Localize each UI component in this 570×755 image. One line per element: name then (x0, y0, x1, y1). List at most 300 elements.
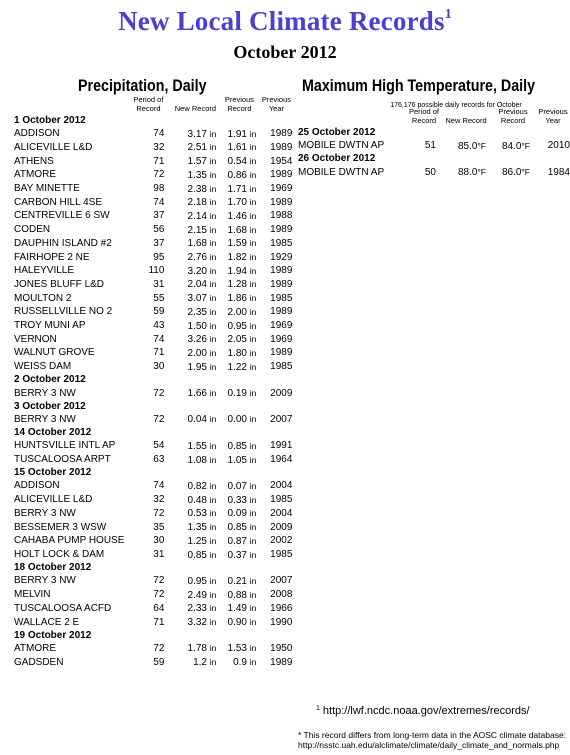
precip-previous-record (218, 507, 260, 521)
precip-unit: in (209, 361, 217, 372)
precip-period-of-record: 74 (153, 480, 165, 492)
precip-unit: in (209, 320, 217, 331)
maxtemp-heading: Maximum High Temperature, Daily (302, 76, 536, 95)
precip-previous-year: 1989 (270, 278, 293, 290)
precip-unit: in (249, 238, 257, 249)
precip-previous-year: 1969 (270, 320, 293, 332)
precip-new-record (172, 480, 218, 494)
maxtemp-table (298, 108, 570, 180)
precip-new-record (172, 454, 218, 468)
precip-date-label: 15 October 2012 (14, 467, 92, 479)
maxtemp-col-year: Previous Year (538, 107, 568, 125)
maxtemp-record-row (298, 166, 570, 180)
precip-unit: in (209, 522, 217, 533)
precip-previous-record (218, 333, 260, 347)
precip-previous-year: 1988 (270, 210, 293, 222)
precip-period-of-record: 30 (153, 535, 165, 547)
precip-period-of-record: 72 (153, 642, 165, 654)
title-footnote-mark: 1 (444, 7, 452, 22)
precip-date-row (14, 467, 292, 480)
precip-period-of-record: 31 (153, 278, 165, 290)
precip-previous-record (218, 387, 260, 401)
precip-station-name: BERRY 3 NW (14, 575, 76, 587)
precip-new-record (172, 155, 218, 169)
precip-record-row (14, 141, 292, 155)
precip-unit: in (249, 361, 257, 372)
maxtemp-date-row (298, 127, 570, 140)
precip-previous-year: 1989 (270, 128, 293, 140)
precip-record-row (14, 361, 292, 375)
precip-previous-year: 1950 (270, 642, 293, 654)
precip-previous-year: 2002 (270, 535, 293, 547)
precip-previous-year: 2004 (270, 480, 293, 492)
precip-unit: in (209, 643, 217, 654)
precip-new-record-value: 0.04 (187, 414, 207, 426)
maxtemp-date-row (298, 153, 570, 166)
precip-period-of-record: 37 (153, 210, 165, 222)
precip-period-of-record: 54 (153, 440, 165, 452)
precip-unit: in (249, 575, 257, 586)
precip-period-of-record: 72 (153, 387, 165, 399)
precip-unit: in (209, 508, 217, 519)
precip-new-record-value: 0.82 (187, 480, 207, 492)
footnote-source-link[interactable]: http://lwf.ncdc.noaa.gov/extremes/records/ (322, 705, 530, 717)
precip-new-record-value: 2.04 (187, 279, 207, 291)
precip-record-row (14, 292, 292, 306)
precip-new-record (172, 333, 218, 347)
precip-record-row (14, 549, 292, 563)
precip-period-of-record: 43 (153, 320, 165, 332)
precip-new-record (172, 413, 218, 427)
precip-new-record-value: 1.08 (187, 454, 207, 466)
precip-unit: in (249, 440, 257, 451)
precip-unit: in (249, 128, 257, 139)
precip-new-record (172, 141, 218, 155)
precip-new-record-value: 1.50 (187, 320, 207, 332)
precip-station-name: BERRY 3 NW (14, 507, 76, 519)
precip-previous-record-value: 0.00 (227, 414, 247, 426)
precip-station-name: CAHABA PUMP HOUSE (14, 535, 125, 547)
maxtemp-previous-year: 2010 (547, 140, 570, 152)
precip-unit: in (209, 183, 217, 194)
precip-new-record-value: 2.00 (187, 347, 207, 359)
precip-previous-year: 1966 (270, 602, 293, 614)
precip-new-record-value: 3.17 (187, 128, 207, 140)
precip-period-of-record: 110 (148, 265, 165, 277)
precip-new-record-value: 0.85 (187, 549, 207, 561)
precip-unit: in (249, 306, 257, 317)
precip-station-name: WEISS DAM (14, 361, 72, 373)
precip-unit: in (209, 265, 217, 276)
precip-station-name: MELVIN (14, 589, 51, 601)
precip-previous-year: 1990 (270, 616, 293, 628)
precip-new-record-value: 1.35 (187, 169, 207, 181)
precip-previous-record-value: 0.54 (227, 156, 247, 168)
precip-previous-year: 2009 (270, 521, 293, 533)
precip-unit: in (209, 603, 217, 614)
precip-previous-record-value: 1.68 (227, 224, 247, 236)
precip-period-of-record: 72 (153, 413, 165, 425)
precip-unit: in (249, 535, 257, 546)
precip-record-row (14, 535, 292, 549)
precip-previous-year: 1969 (270, 333, 293, 345)
precip-previous-record (218, 237, 260, 251)
precip-previous-year: 2007 (270, 575, 293, 587)
precip-previous-year: 1985 (270, 237, 293, 249)
precip-date-label: 18 October 2012 (14, 562, 92, 574)
precip-unit: in (249, 334, 257, 345)
precip-previous-record-value: 1.80 (227, 347, 247, 359)
precip-previous-record (218, 361, 260, 375)
precip-unit: in (209, 589, 217, 600)
maxtemp-date-label: 26 October 2012 (298, 153, 376, 165)
precip-previous-record (218, 413, 260, 427)
maxtemp-unit: °F (477, 167, 486, 178)
precip-new-record-value: 0.95 (187, 575, 207, 587)
precip-unit: in (209, 549, 217, 560)
precip-unit: in (249, 347, 257, 358)
precip-unit: in (209, 657, 217, 668)
precip-new-record-value: 2.33 (187, 603, 207, 615)
precip-new-record (172, 196, 218, 210)
precip-previous-record (218, 251, 260, 265)
precip-new-record (172, 642, 218, 656)
precip-previous-record (218, 347, 260, 361)
precip-new-record (172, 347, 218, 361)
precip-station-name: BESSEMER 3 WSW (14, 521, 107, 533)
precip-new-record (172, 602, 218, 616)
precip-period-of-record: 37 (153, 237, 165, 249)
precip-previous-record (218, 494, 260, 508)
precip-new-record-value: 1.35 (187, 522, 207, 534)
precip-new-record-value: 1.78 (187, 643, 207, 655)
precip-previous-record (218, 454, 260, 468)
precip-record-row (14, 575, 292, 589)
precip-period-of-record: 71 (153, 155, 165, 167)
precip-period-of-record: 71 (153, 616, 165, 628)
precip-station-name: ATMORE (14, 169, 57, 181)
precip-new-record-value: 1.66 (187, 388, 207, 400)
precip-record-row (14, 155, 292, 169)
precip-previous-year: 1989 (270, 141, 293, 153)
precip-previous-year: 1989 (270, 265, 293, 277)
precip-record-row (14, 494, 292, 508)
precip-unit: in (249, 617, 257, 628)
precip-previous-record (218, 440, 260, 454)
maxtemp-previous-record-value: 86.0 (501, 167, 522, 179)
maxtemp-new-record-value: 85.0 (457, 140, 478, 152)
precip-unit: in (249, 279, 257, 290)
precip-previous-record (218, 210, 260, 224)
precip-unit: in (249, 142, 257, 153)
footnote-mark: 1 (316, 705, 320, 712)
precip-new-record (172, 237, 218, 251)
precip-unit: in (249, 293, 257, 304)
precip-record-row (14, 480, 292, 494)
precip-previous-year: 1929 (270, 251, 293, 263)
precip-previous-record-value: 0.85 (227, 522, 247, 534)
precip-new-record (172, 278, 218, 292)
precip-station-name: ALICEVILLE L&D (14, 141, 93, 153)
precip-station-name: MOULTON 2 (14, 292, 72, 304)
precip-unit: in (209, 480, 217, 491)
precip-previous-year: 1985 (270, 494, 293, 506)
precip-period-of-record: 64 (153, 602, 165, 614)
precip-station-name: ADDISON (14, 128, 60, 140)
precip-previous-record (218, 521, 260, 535)
precip-previous-year: 1989 (270, 224, 293, 236)
precip-previous-year: 1989 (270, 347, 293, 359)
precip-station-name: GADSDEN (14, 656, 64, 668)
precip-header-row (14, 96, 292, 115)
precip-previous-year: 2009 (270, 387, 293, 399)
maxtemp-unit: °F (477, 140, 486, 151)
precip-unit: in (209, 494, 217, 505)
maxtemp-previous-year: 1984 (547, 166, 570, 178)
maxtemp-date-label: 25 October 2012 (298, 127, 376, 138)
precip-period-of-record: 30 (153, 361, 165, 373)
precip-previous-record (218, 141, 260, 155)
precip-station-name: ATHENS (14, 155, 54, 167)
precip-unit: in (209, 128, 217, 139)
precip-unit: in (209, 238, 217, 249)
precip-unit: in (249, 265, 257, 276)
precip-new-record-value: 1.95 (187, 361, 207, 373)
precip-unit: in (209, 210, 217, 221)
precip-station-name: BAY MINETTE (14, 183, 80, 195)
precip-record-row (14, 440, 292, 454)
maxtemp-period-of-record: 51 (424, 140, 436, 152)
precip-previous-year: 1989 (270, 656, 293, 668)
precip-unit: in (249, 388, 257, 399)
precip-new-record-value: 2.14 (187, 210, 207, 222)
precip-new-record (172, 183, 218, 197)
precip-unit: in (249, 643, 257, 654)
precip-unit: in (209, 454, 217, 465)
precip-previous-record (218, 306, 260, 320)
maxtemp-record-row (298, 140, 570, 154)
precip-previous-year: 1989 (270, 196, 293, 208)
precip-record-row (14, 251, 292, 265)
precip-previous-record (218, 196, 260, 210)
precip-new-record-value: 3.32 (187, 617, 207, 629)
maxtemp-new-record (442, 140, 490, 154)
footnote-source (316, 705, 530, 717)
precip-new-record (172, 128, 218, 142)
precip-previous-record-value: 1.22 (227, 361, 247, 373)
precip-new-record (172, 210, 218, 224)
precip-station-name: HUNTSVILLE INTL AP (14, 440, 116, 452)
precip-station-name: BERRY 3 NW (14, 413, 76, 425)
maxtemp-unit: °F (521, 167, 530, 178)
precip-previous-record-value: 1.49 (227, 603, 247, 615)
precip-new-record (172, 549, 218, 563)
precip-previous-record-value: 1.59 (227, 238, 247, 250)
precip-previous-record (218, 616, 260, 630)
precip-unit: in (209, 388, 217, 399)
maxtemp-col-period: Period of Record (408, 107, 440, 125)
precip-unit: in (249, 224, 257, 235)
precip-period-of-record: 59 (153, 306, 165, 318)
precip-col-period: Period of Record (133, 95, 164, 113)
precip-station-name: CENTREVILLE 6 SW (14, 210, 110, 222)
precip-previous-record-value: 1.05 (227, 454, 247, 466)
precip-new-record-value: 3.07 (187, 293, 207, 305)
precip-station-name: ADDISON (14, 480, 60, 492)
precip-period-of-record: 72 (153, 575, 165, 587)
footnote-disclaimer (298, 730, 566, 750)
precip-previous-record (218, 575, 260, 589)
precip-unit: in (249, 522, 257, 533)
precip-unit: in (209, 293, 217, 304)
footnote-disclaimer-text: * This record differs from long-term data in the AOSC climate database: (298, 730, 567, 740)
precip-previous-year: 1989 (270, 169, 293, 181)
precip-station-name: HALEYVILLE (14, 265, 75, 277)
precip-unit: in (209, 617, 217, 628)
precip-station-name: WALNUT GROVE (14, 347, 95, 359)
precip-station-name: ATMORE (14, 642, 57, 654)
precip-new-record-value: 1.57 (187, 156, 207, 168)
precip-date-label: 19 October 2012 (14, 629, 92, 641)
precip-previous-year: 2004 (270, 507, 293, 519)
precip-previous-record (218, 320, 260, 334)
precip-previous-record-value: 0.85 (227, 440, 247, 452)
maxtemp-previous-record (490, 140, 536, 154)
precip-date-label: 1 October 2012 (14, 115, 86, 126)
precip-station-name: RUSSELLVILLE NO 2 (14, 306, 113, 318)
precip-new-record (172, 656, 218, 670)
precip-new-record-value: 0.53 (187, 508, 207, 520)
precip-heading: Precipitation, Daily (78, 76, 207, 95)
precip-previous-record (218, 278, 260, 292)
precip-period-of-record: 72 (153, 589, 165, 601)
page-subtitle: October 2012 (233, 42, 337, 62)
precip-unit: in (209, 306, 217, 317)
precip-record-row (14, 589, 292, 603)
precip-previous-record-value: 0.37 (227, 549, 247, 561)
precip-record-row (14, 320, 292, 334)
precip-previous-record (218, 183, 260, 197)
precip-new-record-value: 2.15 (187, 224, 207, 236)
precip-period-of-record: 56 (153, 224, 165, 236)
precip-previous-record-value: 1.53 (227, 643, 247, 655)
precip-date-row (14, 630, 292, 643)
precip-unit: in (209, 224, 217, 235)
precip-new-record (172, 361, 218, 375)
precip-new-record-value: 2.35 (187, 306, 207, 318)
precip-record-row (14, 521, 292, 535)
precip-period-of-record: 71 (153, 347, 165, 359)
maxtemp-note: 176,176 possible daily records for October (390, 102, 522, 109)
maxtemp-station-name: MOBILE DWTN AP (298, 166, 385, 178)
precip-period-of-record: 95 (153, 251, 165, 263)
precip-new-record (172, 251, 218, 265)
precip-record-row (14, 210, 292, 224)
precip-previous-record-value: 0.9 (233, 657, 247, 669)
precip-unit: in (249, 657, 257, 668)
precip-previous-record-value: 0.88 (227, 589, 247, 601)
precip-date-row (14, 401, 292, 414)
precip-record-row (14, 347, 292, 361)
precip-unit: in (209, 142, 217, 153)
precip-record-row (14, 616, 292, 630)
precip-previous-record-value: 0.09 (227, 508, 247, 520)
precip-new-record-value: 2.76 (187, 252, 207, 264)
maxtemp-previous-record (490, 166, 536, 180)
precip-unit: in (249, 252, 257, 263)
precip-period-of-record: 74 (153, 333, 165, 345)
precip-record-row (14, 183, 292, 197)
precip-new-record (172, 440, 218, 454)
precip-previous-record-value: 0.86 (227, 169, 247, 181)
precip-record-row (14, 169, 292, 183)
precip-unit: in (249, 414, 257, 425)
precip-previous-record (218, 589, 260, 603)
precip-col-prev: Previous Record (224, 95, 254, 113)
precip-unit: in (209, 252, 217, 263)
precip-previous-record-value: 0.95 (227, 320, 247, 332)
precip-record-row (14, 265, 292, 279)
precip-previous-record-value: 1.61 (227, 142, 247, 154)
precip-record-row (14, 237, 292, 251)
precip-period-of-record: 98 (153, 183, 165, 195)
precip-previous-year: 2007 (270, 413, 293, 425)
precip-new-record (172, 494, 218, 508)
precip-previous-year: 1969 (270, 183, 293, 195)
precip-previous-record (218, 292, 260, 306)
precip-new-record-value: 1.55 (187, 440, 207, 452)
precip-previous-record (218, 480, 260, 494)
precip-previous-year: 1989 (270, 306, 293, 318)
precip-record-row (14, 306, 292, 320)
precip-previous-record-value: 1.71 (227, 183, 247, 195)
precip-station-name: JONES BLUFF L&D (14, 278, 105, 290)
precip-unit: in (209, 334, 217, 345)
precip-unit: in (209, 197, 217, 208)
precip-date-label: 3 October 2012 (14, 400, 86, 412)
precip-previous-record-value: 1.70 (227, 197, 247, 209)
precip-record-row (14, 196, 292, 210)
precip-previous-record (218, 265, 260, 279)
precip-previous-record-value: 0.87 (227, 535, 247, 547)
precip-unit: in (209, 347, 217, 358)
precip-previous-record (218, 128, 260, 142)
precip-previous-record (218, 549, 260, 563)
precip-station-name: TUSCALOOSA ACFD (14, 602, 112, 614)
page-title: New Local Climate Records$^1$ (118, 6, 452, 36)
precip-date-row (14, 374, 292, 387)
precip-unit: in (249, 508, 257, 519)
precip-period-of-record: 31 (153, 549, 165, 560)
precip-station-name: TUSCALOOSA ARPT (14, 454, 111, 466)
precip-date-row (14, 427, 292, 440)
precip-new-record (172, 521, 218, 535)
precip-previous-year: 1954 (270, 155, 293, 167)
precip-date-row (14, 115, 292, 128)
footnote-disclaimer-link[interactable]: http://nsstc.uah.edu/alclimate/climate/daily_climate_and_normals.php (298, 740, 560, 750)
precip-previous-record-value: 0.19 (227, 388, 247, 400)
precip-record-row (14, 387, 292, 401)
precip-record-row (14, 224, 292, 238)
maxtemp-unit: °F (521, 140, 530, 151)
precip-station-name: CARBON HILL 4SE (14, 196, 102, 208)
precip-previous-record-value: 1.28 (227, 279, 247, 291)
precip-new-record (172, 507, 218, 521)
precip-period-of-record: 59 (153, 656, 165, 668)
precip-previous-record (218, 155, 260, 169)
precip-station-name: WALLACE 2 E (14, 616, 80, 628)
precip-unit: in (209, 169, 217, 180)
